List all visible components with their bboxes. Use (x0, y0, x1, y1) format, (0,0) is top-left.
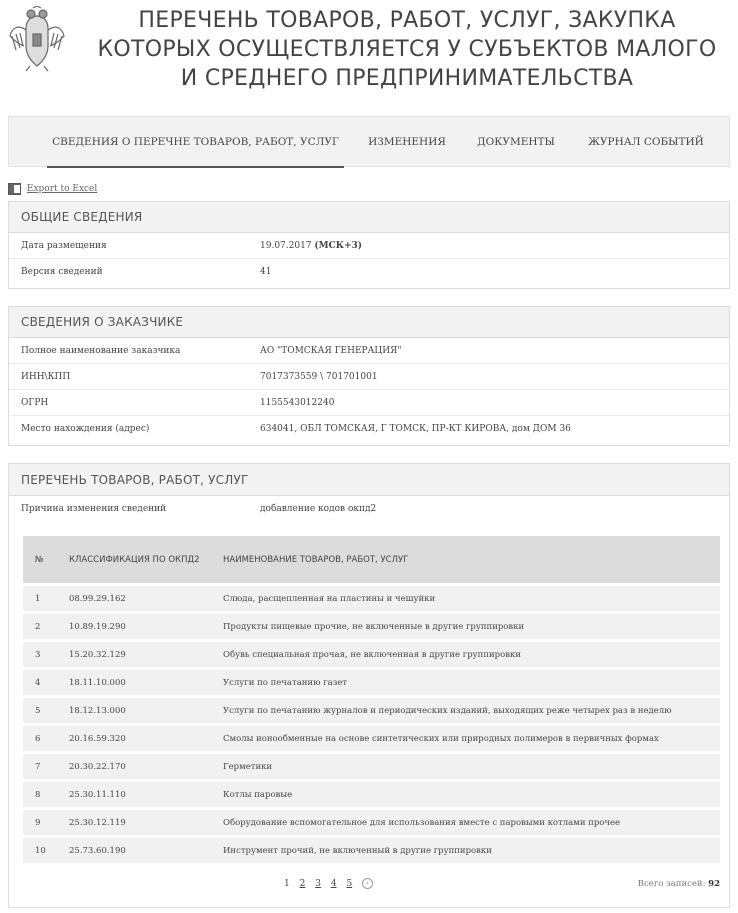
row-okpd2-code: 08.99.29.162 (69, 594, 126, 604)
row-num: 6 (35, 734, 41, 744)
column-header-okpd2: КЛАССИФИКАЦИЯ ПО ОКПД2 (69, 555, 200, 565)
pagination (284, 878, 380, 889)
total-label: Всего записей: (637, 879, 706, 889)
row-num: 5 (35, 706, 41, 716)
row-num: 3 (35, 650, 41, 660)
table-row (23, 698, 720, 723)
info-label: Причина изменения сведений (21, 504, 167, 514)
panel-title: СВЕДЕНИЯ О ЗАКАЗЧИКЕ (9, 307, 729, 338)
export-to-excel[interactable] (8, 183, 97, 199)
table-row (23, 754, 720, 779)
column-header-num: № (35, 555, 44, 565)
tab-bar (8, 116, 730, 167)
row-num: 8 (35, 790, 41, 800)
page-link[interactable]: 3 (315, 879, 321, 889)
coat-of-arms-icon (6, 6, 68, 72)
row-item-name: Слюда, расщепленная на пластины и чешуйки (223, 594, 436, 604)
row-okpd2-code: 25.30.11.110 (69, 790, 126, 800)
info-label: Дата размещения (21, 241, 107, 251)
info-row (9, 338, 729, 364)
panel-title: ПЕРЕЧЕНЬ ТОВАРОВ, РАБОТ, УСЛУГ (9, 464, 729, 496)
page-link[interactable]: 1 (284, 879, 290, 889)
table-row (23, 838, 720, 863)
info-label: Место нахождения (адрес) (21, 424, 150, 434)
table-row (23, 810, 720, 835)
row-item-name: Услуги по печатанию журналов и периодических изданий, выходящих реже четырех раз в неделю (223, 706, 672, 716)
row-num: 1 (35, 594, 41, 604)
info-row (9, 364, 729, 390)
page-title (76, 6, 738, 93)
panel-title: ОБЩИЕ СВЕДЕНИЯ (9, 202, 729, 233)
row-item-name: Смолы ионообменные на основе синтетических или природных полимеров в первичных формах (223, 734, 659, 744)
row-okpd2-code: 18.11.10.000 (69, 678, 126, 688)
row-item-name: Котлы паровые (223, 790, 293, 800)
total-records (638, 879, 720, 889)
info-value: 1155543012240 (260, 398, 335, 408)
row-okpd2-code: 20.16.59.320 (69, 734, 126, 744)
row-num: 4 (35, 678, 41, 688)
table-row (23, 586, 720, 611)
total-value: 92 (708, 879, 720, 889)
table-row (23, 614, 720, 639)
page-title-line: КОТОРЫХ ОСУЩЕСТВЛЯЕТСЯ У СУБЪЕКТОВ МАЛОГО (97, 37, 717, 62)
table-row (23, 782, 720, 807)
tab-documents[interactable]: ДОКУМЕНТЫ (477, 136, 555, 148)
info-value: 7017373559 \ 701701001 (260, 372, 378, 382)
page-link[interactable]: 4 (330, 879, 337, 889)
info-value: АО "ТОМСКАЯ ГЕНЕРАЦИЯ" (260, 346, 402, 356)
row-num: 7 (35, 762, 41, 772)
row-okpd2-code: 25.73.60.190 (69, 846, 126, 856)
table-header (23, 536, 720, 583)
goods-list-panel (8, 463, 730, 908)
next-arrow-icon[interactable]: › (362, 878, 373, 889)
row-item-name: Продукты пищевые прочие, не включенные в другие группировки (223, 622, 525, 632)
info-row (9, 416, 729, 442)
info-label: ИНН\КПП (21, 372, 71, 382)
info-label: ОГРН (21, 398, 49, 408)
tab-changes[interactable]: ИЗМЕНЕНИЯ (368, 136, 446, 148)
row-item-name: Оборудование вспомогательное для использования вместе с паровыми котлами прочее (223, 818, 621, 828)
excel-icon[interactable] (8, 183, 21, 195)
info-row (9, 496, 729, 522)
publish-date: 19.07.2017 (260, 241, 312, 251)
row-item-name: Обувь специальная прочая, не включенная в другие группировки (223, 650, 521, 660)
row-okpd2-code: 18.12.13.000 (69, 706, 126, 716)
table-body (23, 586, 720, 863)
info-value (260, 241, 362, 251)
row-item-name: Инструмент прочий, не включенный в другие группировки (223, 846, 492, 856)
info-value: добавление кодов окпд2 (260, 504, 377, 514)
row-item-name: Герметики (223, 762, 273, 772)
row-num: 9 (35, 818, 41, 828)
page-header (0, 0, 738, 106)
page-link[interactable]: 5 (346, 879, 353, 889)
row-okpd2-code: 10.89.19.290 (69, 622, 126, 632)
info-row (9, 259, 729, 285)
table-row (23, 642, 720, 667)
page-title-line: ПЕРЕЧЕНЬ ТОВАРОВ, РАБОТ, УСЛУГ, ЗАКУПКА (138, 8, 676, 33)
row-okpd2-code: 25.30.12.119 (69, 818, 126, 828)
info-value: 41 (260, 267, 272, 277)
customer-info-panel (8, 306, 730, 446)
row-okpd2-code: 15.20.32.129 (69, 650, 126, 660)
table-row (23, 670, 720, 695)
row-okpd2-code: 20.30.22.170 (69, 762, 126, 772)
tab-event-log[interactable]: ЖУРНАЛ СОБЫТИЙ (588, 136, 704, 148)
info-row (9, 390, 729, 416)
column-header-name: НАИМЕНОВАНИЕ ТОВАРОВ, РАБОТ, УСЛУГ (223, 555, 409, 565)
page-link[interactable]: 2 (299, 879, 306, 889)
timezone: (МСК+3) (314, 241, 363, 251)
info-label: Версия сведений (21, 267, 103, 277)
row-item-name: Услуги по печатанию газет (223, 678, 348, 688)
general-info-panel (8, 201, 730, 289)
export-link[interactable]: Export to Excel (26, 184, 98, 194)
info-label: Полное наименование заказчика (21, 346, 181, 356)
info-value: 634041, ОБЛ ТОМСКАЯ, Г ТОМСК, ПР-КТ КИРОВА, дом ДОМ 36 (260, 424, 571, 434)
info-row (9, 233, 729, 259)
goods-table (23, 536, 720, 863)
page-title-line: И СРЕДНЕГО ПРЕДПРИНИМАТЕЛЬСТВА (180, 66, 634, 91)
row-num: 10 (35, 846, 46, 856)
tab-list-info[interactable]: СВЕДЕНИЯ О ПЕРЕЧНЕ ТОВАРОВ, РАБОТ, УСЛУГ (47, 117, 344, 168)
table-row (23, 726, 720, 751)
row-num: 2 (35, 622, 41, 632)
